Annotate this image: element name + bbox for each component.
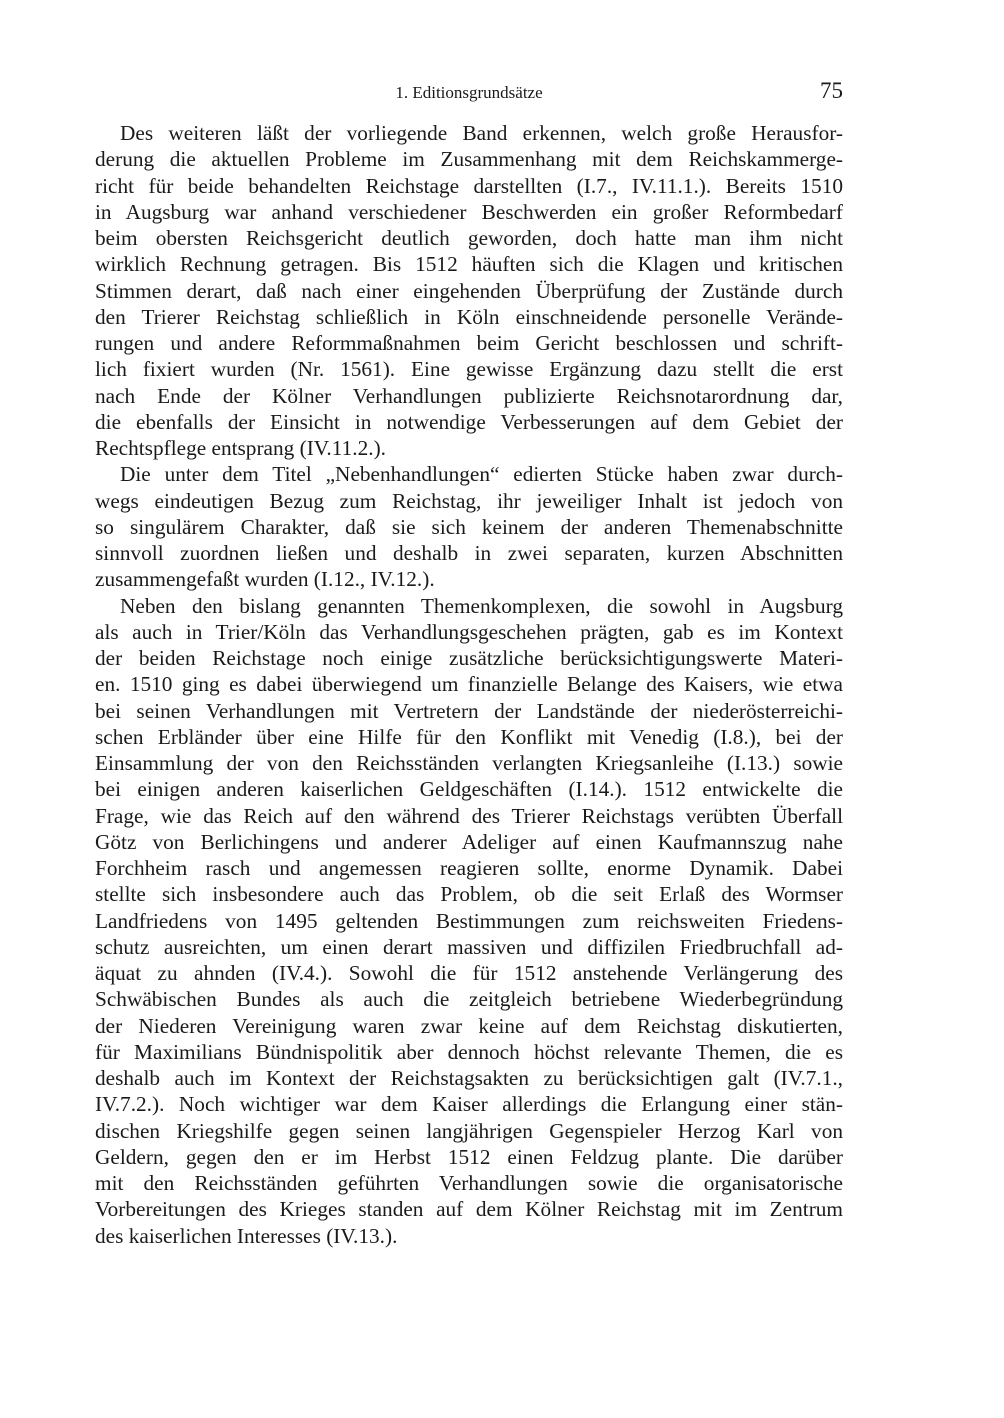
text-line: Geldern, gegen den er im Herbst 1512 einen Feldzug plante. Die darüber [95,1144,843,1169]
text-line: Frage, wie das Reich auf den während des Trierer Reichstags verübten Überfall [95,803,843,828]
text-line: richt für beide behandelten Reichstage darstellten (I.7., IV.11.1.). Bereits 1510 [95,173,843,198]
text-line: in Augsburg war anhand verschiedener Beschwerden ein großer Reformbedarf [95,199,843,224]
paragraph-additional-topics [95,593,843,1249]
text-line: der beiden Reichstage noch einige zusätzliche berücksichtigungswerte Materi- [95,646,843,670]
text-line: Des weiteren läßt der vorliegende Band erkennen, welch große Herausfor- [120,121,843,145]
text-line: wegs eindeutigen Bezug zum Reichstag, ihr jeweiliger Inhalt ist jedoch von [95,488,843,513]
text-line: Forchheim rasch und angemessen reagieren sollte, enorme Dynamik. Dabei [95,856,843,880]
text-line: schen Erbländer über eine Hilfe für den Konflikt mit Venedig (I.8.), bei der [95,724,843,749]
body-text [95,120,843,1249]
text-line: Die unter dem Titel „Nebenhandlungen“ edierten Stücke haben zwar durch- [120,462,843,487]
text-line: en. 1510 ging es dabei überwiegend um finanzielle Belange des Kaisers, wie etwa [95,672,843,697]
page-number: 75 [820,78,843,103]
text-line: äquat zu ahnden (IV.4.). Sowohl die für 1512 anstehende Verlängerung des [95,961,843,985]
text-line: Einsammlung der von den Reichsständen verlangten Kriegsanleihe (I.13.) sowie [95,751,843,775]
text-line: sinnvoll zuordnen ließen und deshalb in zwei separaten, kurzen Abschnitten [95,541,843,565]
running-title: 1. Editionsgrundsätze [395,83,543,102]
text-line: für Maximilians Bündnispolitik aber dennoch höchst relevante Themen, die es [95,1039,843,1064]
text-line: den Trierer Reichstag schließlich in Köln einschneidende personelle Verände- [95,304,843,329]
text-line: Neben den bislang genannten Themenkomplexen, die sowohl in Augsburg [120,593,843,618]
text-line: Landfriedens von 1495 geltenden Bestimmungen zum reichsweiten Friedens- [95,908,843,933]
paragraph-editorial-court-reform [95,120,843,461]
text-line: bei einigen anderen kaiserlichen Geldgeschäften (I.14.). 1512 entwickelte die [95,777,843,802]
text-line: die ebenfalls der Einsicht in notwendige Verbesserungen auf dem Gebiet der [95,409,843,434]
text-line: Götz von Berlichingens und anderer Adeliger auf einen Kaufmannszug nahe [95,829,843,854]
text-line: des kaiserlichen Interesses (IV.13.). [95,1223,398,1248]
text-line: dischen Kriegshilfe gegen seinen langjährigen Gegenspieler Herzog Karl von [95,1118,843,1143]
text-line: beim obersten Reichsgericht deutlich geworden, doch hatte man ihm nicht [95,226,843,250]
text-line: rungen und andere Reformmaßnahmen beim Gericht beschlossen und schrift- [95,331,843,355]
text-line: Stimmen derart, daß nach einer eingehenden Überprüfung der Zustände durch [95,278,843,303]
text-line: zusammengefaßt wurden (I.12., IV.12.). [95,567,435,592]
text-line: bei seinen Verhandlungen mit Vertretern der Landstände der niederösterreichi- [95,698,843,723]
text-line: so singulärem Charakter, daß sie sich keinem der anderen Themenabschnitte [95,514,843,539]
text-line: wirklich Rechnung getragen. Bis 1512 häuften sich die Klagen und kritischen [95,252,843,277]
text-line: Schwäbischen Bundes als auch die zeitgleich betriebene Wiederbegründung [95,987,843,1012]
text-line: als auch in Trier/Köln das Verhandlungsgeschehen prägten, gab es im Kontext [95,619,843,644]
text-line: deshalb auch im Kontext der Reichstagsakten zu berücksichtigen galt (IV.7.1., [95,1066,843,1090]
text-line: schutz ausreichten, um einen derart massiven und diffizilen Friedbruchfall ad- [95,934,843,959]
text-line: nach Ende der Kölner Verhandlungen publizierte Reichsnotarordnung dar, [95,383,843,408]
text-line: mit den Reichsständen geführten Verhandlungen sowie die organisatorische [95,1171,843,1195]
text-line: IV.7.2.). Noch wichtiger war dem Kaiser allerdings die Erlangung einer stän- [95,1092,843,1117]
text-line: Rechtspflege entsprang (IV.11.2.). [95,436,386,460]
running-head [95,80,843,106]
text-line: stellte sich insbesondere auch das Problem, ob die seit Erlaß des Wormser [95,882,843,907]
text-line: Vorbereitungen des Krieges standen auf dem Kölner Reichstag mit im Zentrum [95,1197,843,1222]
text-line: lich fixiert wurden (Nr. 1561). Eine gewisse Ergänzung dazu stellt die erst [95,357,843,382]
text-line: der Niederen Vereinigung waren zwar keine auf dem Reichstag diskutierten, [95,1013,843,1038]
paragraph-nebenhandlungen [95,461,843,592]
text-line: derung die aktuellen Probleme im Zusammenhang mit dem Reichskammerge- [95,147,843,172]
